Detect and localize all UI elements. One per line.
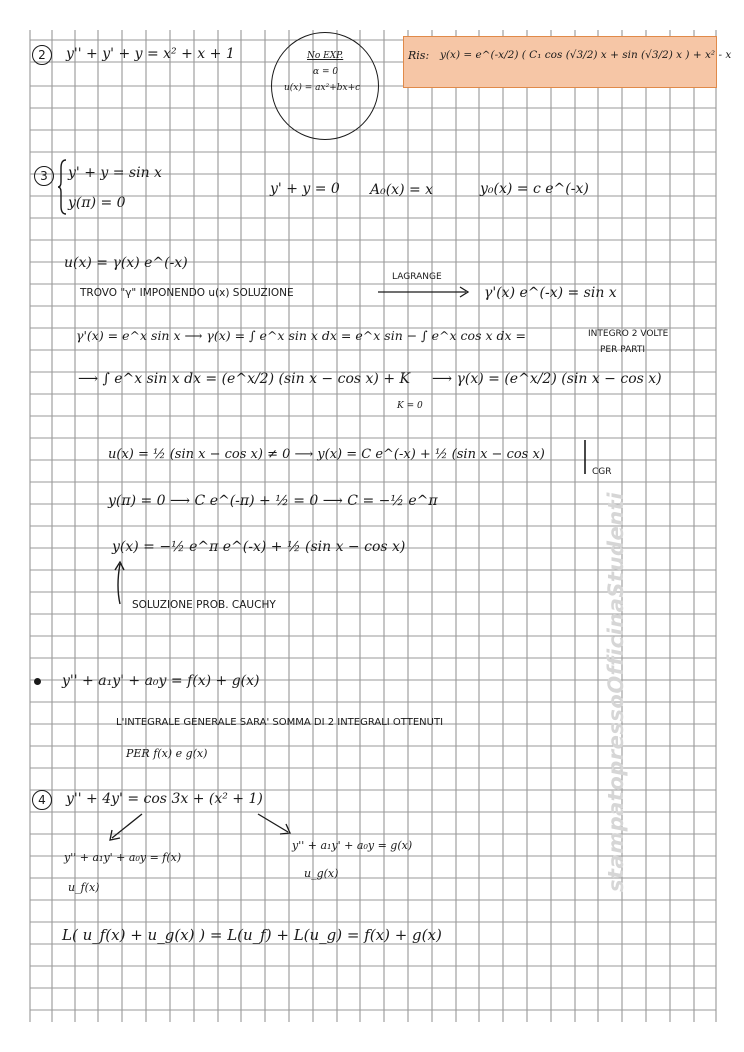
- initial-condition-line: y(π) = 0 ⟶ C e^(-π) + ½ = 0 ⟶ C = −½ e^π: [108, 493, 438, 509]
- general-note-line1: L'INTEGRALE GENERALE SARA' SOMMA DI 2 INTEGRALI OTTENUTI: [116, 717, 444, 728]
- circle-note-line1: No EXP.: [307, 51, 344, 61]
- problem-2-equation: y'' + y' + y = x² + x + 1: [66, 46, 235, 62]
- problem-3-number: 3: [34, 166, 54, 186]
- cauchy-solution-note: SOLUZIONE PROB. CAUCHY: [132, 599, 276, 611]
- u-result-line: u(x) = ½ (sin x − cos x) ≠ 0 ⟶ y(x) = C e^(-x) + ½ (sin x − cos x): [108, 447, 545, 462]
- branch-f-equation: y'' + a₁y' + a₀y = f(x): [64, 851, 182, 864]
- solution-pointer-arrow: [110, 560, 130, 606]
- lagrange-result: γ'(x) e^(-x) = sin x: [484, 285, 617, 301]
- circle-note-line3: u(x) = ax²+bx+c: [284, 83, 361, 93]
- general-note-line2: PER f(x) e g(x): [126, 747, 208, 760]
- problem-2-number: 2: [32, 45, 52, 65]
- integral-result: ⟶ ∫ e^x sin x dx = (e^x/2) (sin x − cos x) + K: [78, 371, 410, 387]
- problem-4-equation: y'' + 4y' = cos 3x + (x² + 1): [66, 791, 263, 807]
- system-line-1: y' + y = sin x: [68, 165, 162, 181]
- gamma-result: ⟶ γ(x) = (e^x/2) (sin x − cos x): [432, 371, 662, 387]
- ansatz: u(x) = γ(x) e^(-x): [64, 255, 188, 271]
- system-line-2: y(π) = 0: [68, 195, 126, 211]
- branch-g-equation: y'' + a₁y' + a₀y = g(x): [292, 839, 413, 852]
- find-gamma-note: TROVO "γ" IMPONENDO u(x) SOLUZIONE: [80, 287, 294, 299]
- result-label: Ris:: [408, 49, 430, 62]
- cauchy-solution: y(x) = −½ e^π e^(-x) + ½ (sin x − cos x): [112, 539, 406, 555]
- k-zero-note: K = 0: [397, 401, 423, 411]
- bullet-point: [34, 678, 41, 685]
- result-expression: y(x) = e^(-x/2) ( C₁ cos (√3/2) x + sin (√3/2) x ) + x² - x: [440, 49, 732, 61]
- lagrange-arrow: [376, 286, 472, 298]
- linearity-equation: L( u_f(x) + u_g(x) ) = L(u_f) + L(u_g) = f(x) + g(x): [62, 926, 442, 944]
- branch-arrows: [100, 810, 300, 844]
- parts-note-2: PER PARTI: [600, 345, 645, 355]
- branch-g-solution-label: u_g(x): [304, 867, 339, 880]
- watermark-text: stampatopressoOfficinaStudenti: [604, 492, 628, 892]
- gamma-prime-line: γ'(x) = e^x sin x ⟶ γ(x) = ∫ e^x sin x dx = e^x sin − ∫ e^x cos x dx =: [76, 328, 526, 343]
- parts-note-1: INTEGRO 2 VOLTE: [588, 329, 669, 339]
- homogeneous-equation: y' + y = 0: [270, 181, 340, 197]
- problem-4-number: 4: [32, 790, 52, 810]
- circle-note-line2: α = 0: [313, 67, 339, 77]
- cgr-bar: [582, 440, 588, 476]
- lagrange-label: LAGRANGE: [392, 272, 442, 282]
- general-equation: y'' + a₁y' + a₀y = f(x) + g(x): [62, 673, 260, 689]
- system-brace: [58, 158, 68, 216]
- watermark: [596, 492, 628, 892]
- homogeneous-solution: y₀(x) = c e^(-x): [480, 181, 589, 197]
- cgr-label: CGR: [592, 467, 612, 477]
- antiderivative: A₀(x) = x: [370, 182, 434, 198]
- result-highlight-box: [403, 36, 717, 88]
- branch-f-solution-label: u_f(x): [68, 881, 100, 894]
